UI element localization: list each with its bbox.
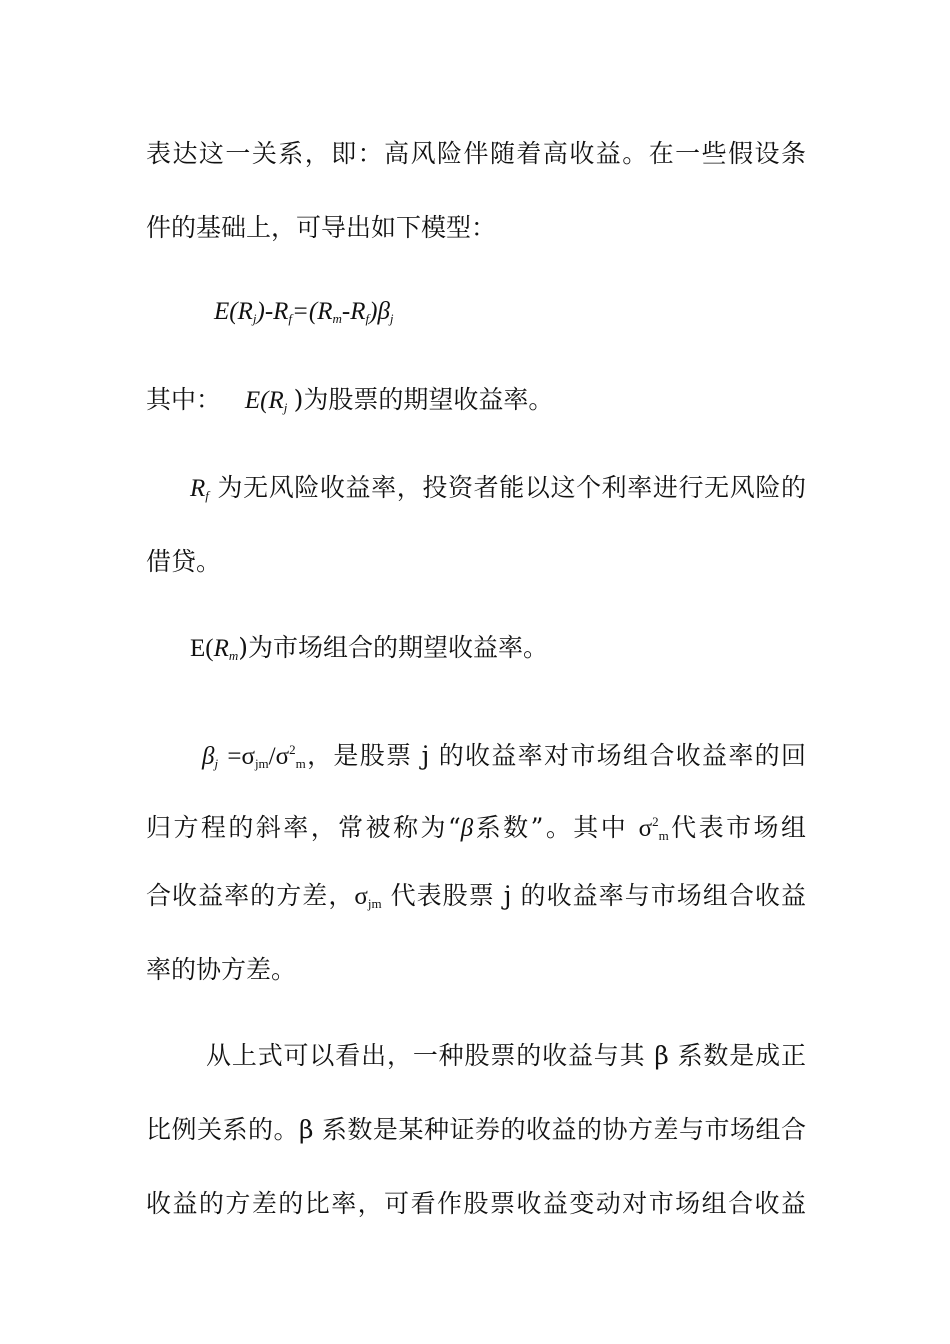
paragraph-line-1: 表达这一关系，即：高风险伴随着高收益。在一些假设条 — [146, 139, 806, 168]
definition-text: )为股票的期望收益率。 — [293, 385, 554, 414]
paragraph-line-2: 件的基础上，可导出如下模型： — [146, 213, 497, 242]
label-qizhong: 其中： — [146, 385, 222, 414]
paragraph-line-9 — [146, 880, 806, 920]
definition-expected-return — [146, 384, 553, 424]
text-segment: 系数”。其中 — [473, 813, 629, 842]
symbol-sigma-jm: $\sigma_{jm}$ — [354, 883, 382, 911]
text-segment: 代表股票 j 的收益率与市场组合收益 — [390, 881, 806, 910]
definition-text: 为无风险收益率，投资者能以这个利率进行无风险的 — [217, 473, 806, 502]
text-segment: 代表市场组 — [668, 813, 806, 842]
paragraph-line-11: 从上式可以看出，一种股票的收益与其 β 系数是成正 — [206, 1041, 806, 1070]
definition-market-return — [190, 632, 548, 672]
text-segment: 合收益率的方差， — [146, 881, 355, 910]
definition-beta — [202, 734, 806, 780]
paragraph-line-10: 率的协方差。 — [146, 955, 297, 984]
definition-risk-free — [190, 472, 806, 512]
text-segment: 归方程的斜率，常被称为“ — [146, 813, 461, 842]
capm-formula: $E(R_j)-R_f=(R_m-R_f)\beta_j$ — [214, 298, 394, 326]
symbol-sigma-ratio: $=\sigma_{jm}/\sigma^2_m$ — [227, 742, 306, 771]
paragraph-line-5: 借贷。 — [146, 547, 222, 576]
symbol-erj: $E(R_j$ — [244, 387, 288, 415]
symbol-rf: $R_f$ — [190, 475, 209, 503]
symbol-beta-j: $\beta_j$ — [202, 743, 219, 771]
definition-text: ，是股票 j 的收益率对市场组合收益率的回 — [305, 741, 806, 770]
symbol-erm: $E(R_m$ — [190, 635, 239, 663]
paragraph-line-12: 比例关系的。β 系数是某种证券的收益的协方差与市场组合 — [146, 1115, 806, 1144]
definition-text: )为市场组合的期望收益率。 — [238, 633, 549, 662]
paragraph-line-8 — [146, 806, 806, 852]
paragraph-line-13: 收益的方差的比率，可看作股票收益变动对市场组合收益 — [146, 1189, 806, 1218]
symbol-beta: β — [460, 815, 474, 842]
symbol-sigma-m-squared: $\sigma^2_m$ — [638, 814, 669, 843]
